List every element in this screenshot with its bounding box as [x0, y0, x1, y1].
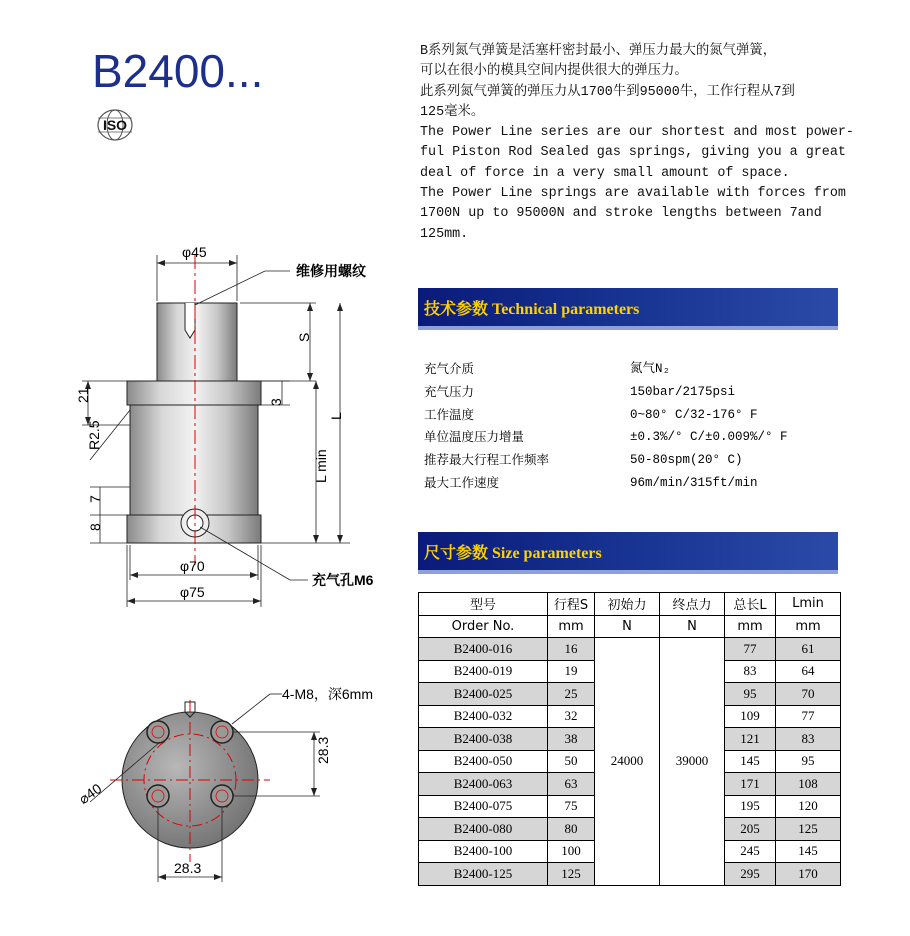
cell-stroke: 80 — [548, 818, 595, 841]
desc-line: 此系列氮气弹簧的弹压力从1700牛到95000牛，工作行程从7到 — [420, 84, 795, 100]
desc-line: The Power Line series are our shortest and most power- — [420, 125, 854, 141]
col-model: 型号 — [419, 593, 548, 616]
cell-lmin: 70 — [776, 683, 841, 706]
col-stroke: 行程S — [548, 593, 595, 616]
cell-length: 121 — [725, 728, 776, 751]
cell-lmin: 95 — [776, 750, 841, 773]
col-lmin: Lmin — [776, 593, 841, 616]
cell-length: 109 — [725, 705, 776, 728]
unit: mm — [776, 615, 841, 638]
desc-line: 1700N up to 95000N and stroke lengths between 7and — [420, 206, 822, 222]
param-key: 单位温度压力增量 — [424, 429, 525, 445]
desc-line: B系列氮气弹簧是活塞杆密封最小、弹压力最大的氮气弹簧， — [420, 44, 777, 59]
dim-l: L — [328, 412, 344, 420]
table-units-row — [419, 615, 841, 638]
port-label: 充气孔M6 — [312, 572, 374, 588]
tech-heading: 技术参数 Technical parameters — [424, 301, 640, 318]
cell-length: 77 — [725, 638, 776, 661]
dim-8: 8 — [87, 523, 103, 531]
table-row — [419, 638, 841, 661]
unit: mm — [548, 615, 595, 638]
unit: N — [595, 615, 660, 638]
dim-s: S — [296, 332, 312, 342]
col-end-force: 终点力 — [660, 593, 725, 616]
cell-initial-force: 24000 — [595, 638, 660, 886]
rod-thread-hole — [185, 303, 195, 338]
cell-model: B2400-032 — [419, 705, 548, 728]
col-length: 总长L — [725, 593, 776, 616]
cell-length: 95 — [725, 683, 776, 706]
desc-line: 可以在很小的模具空间内提供很大的弹压力。 — [420, 64, 688, 80]
cell-stroke: 19 — [548, 660, 595, 683]
param-row — [424, 472, 788, 495]
cell-lmin: 125 — [776, 818, 841, 841]
cell-lmin: 108 — [776, 773, 841, 796]
tech-heading-band — [418, 288, 838, 330]
cell-stroke: 50 — [548, 750, 595, 773]
cell-length: 195 — [725, 795, 776, 818]
order-label: Order No. — [419, 615, 548, 638]
desc-line: The Power Line springs are available with forces from — [420, 186, 846, 202]
param-value: ±0.3%/° C/±0.009%/° F — [630, 430, 788, 445]
unit: N — [660, 615, 725, 638]
dim-d40: ⌀40 — [75, 780, 105, 808]
side-view-drawing — [60, 235, 400, 615]
desc-line: deal of force in a very small amount of space. — [420, 165, 790, 181]
cell-model: B2400-025 — [419, 683, 548, 706]
mount-hole — [147, 785, 169, 807]
bottom-view-drawing — [70, 672, 400, 887]
cell-lmin: 120 — [776, 795, 841, 818]
iso-logo-text: ISO — [102, 117, 128, 133]
dim-d45: φ45 — [182, 244, 207, 260]
thread-label: 维修用螺纹 — [296, 263, 366, 279]
cell-model: B2400-080 — [419, 818, 548, 841]
cell-model: B2400-100 — [419, 840, 548, 863]
cell-model: B2400-016 — [419, 638, 548, 661]
size-heading: 尺寸参数 Size parameters — [424, 545, 602, 562]
dim-d75: φ75 — [180, 584, 205, 600]
mount-hole — [211, 785, 233, 807]
desc-line: 125mm. — [420, 226, 469, 242]
cell-model: B2400-063 — [419, 773, 548, 796]
cell-length: 295 — [725, 863, 776, 886]
cell-lmin: 77 — [776, 705, 841, 728]
cell-stroke: 75 — [548, 795, 595, 818]
param-value: 150bar/2175psi — [630, 384, 736, 399]
cell-model: B2400-038 — [419, 728, 548, 751]
tech-params — [424, 358, 788, 495]
cell-end-force: 39000 — [660, 638, 725, 886]
cell-model: B2400-125 — [419, 863, 548, 886]
page-title: B2400... — [92, 45, 264, 97]
cell-length: 205 — [725, 818, 776, 841]
param-key: 充气介质 — [424, 361, 475, 376]
body — [130, 405, 258, 515]
cell-model: B2400-075 — [419, 795, 548, 818]
cell-length: 145 — [725, 750, 776, 773]
param-row — [424, 358, 788, 381]
iso-logo — [92, 108, 138, 142]
cell-length: 171 — [725, 773, 776, 796]
param-key: 最大工作速度 — [424, 474, 500, 490]
mount-hole — [147, 721, 169, 743]
param-value: 50-80spm(20° C) — [630, 453, 743, 468]
param-key: 推荐最大行程工作频率 — [424, 452, 550, 468]
piston-rod — [157, 303, 237, 381]
desc-line: ful Piston Rod Sealed gas springs, giving you a great — [420, 145, 846, 161]
cell-stroke: 63 — [548, 773, 595, 796]
size-heading-band — [418, 532, 838, 574]
dim-r25: R2.5 — [86, 420, 102, 450]
cell-length: 245 — [725, 840, 776, 863]
table-header-row — [419, 593, 841, 616]
param-value: 96m/min/315ft/min — [630, 475, 758, 490]
cell-stroke: 32 — [548, 705, 595, 728]
mount-hole — [211, 721, 233, 743]
size-table — [418, 592, 841, 886]
cell-stroke: 38 — [548, 728, 595, 751]
body-rim — [127, 381, 261, 405]
cell-lmin: 83 — [776, 728, 841, 751]
description — [420, 42, 860, 245]
dim-lmin: L min — [313, 449, 329, 483]
cell-stroke: 125 — [548, 863, 595, 886]
param-value: 0~80° C/32-176° F — [630, 407, 758, 422]
col-initial-force: 初始力 — [595, 593, 660, 616]
unit: mm — [725, 615, 776, 638]
param-row — [424, 381, 788, 404]
param-key: 工作温度 — [424, 406, 475, 422]
cell-stroke: 16 — [548, 638, 595, 661]
cell-lmin: 64 — [776, 660, 841, 683]
dim-283-vertical: 28.3 — [315, 736, 331, 764]
dim-3: 3 — [268, 398, 284, 406]
param-row — [424, 426, 788, 449]
cell-model: B2400-019 — [419, 660, 548, 683]
cell-model: B2400-050 — [419, 750, 548, 773]
cell-stroke: 25 — [548, 683, 595, 706]
cell-length: 83 — [725, 660, 776, 683]
param-row — [424, 449, 788, 472]
holes-label: 4-M8，深6mm — [282, 686, 374, 702]
desc-line: 125毫米。 — [420, 104, 485, 120]
dim-d70: φ70 — [180, 558, 205, 574]
dim-7: 7 — [87, 495, 103, 503]
cell-lmin: 170 — [776, 863, 841, 886]
dim-21: 21 — [75, 387, 91, 403]
param-value: 氮气N₂ — [630, 362, 671, 376]
dim-283-horizontal: 28.3 — [174, 860, 202, 876]
param-key: 充气压力 — [424, 383, 475, 399]
cell-stroke: 100 — [548, 840, 595, 863]
cell-lmin: 61 — [776, 638, 841, 661]
param-row — [424, 404, 788, 427]
cell-lmin: 145 — [776, 840, 841, 863]
